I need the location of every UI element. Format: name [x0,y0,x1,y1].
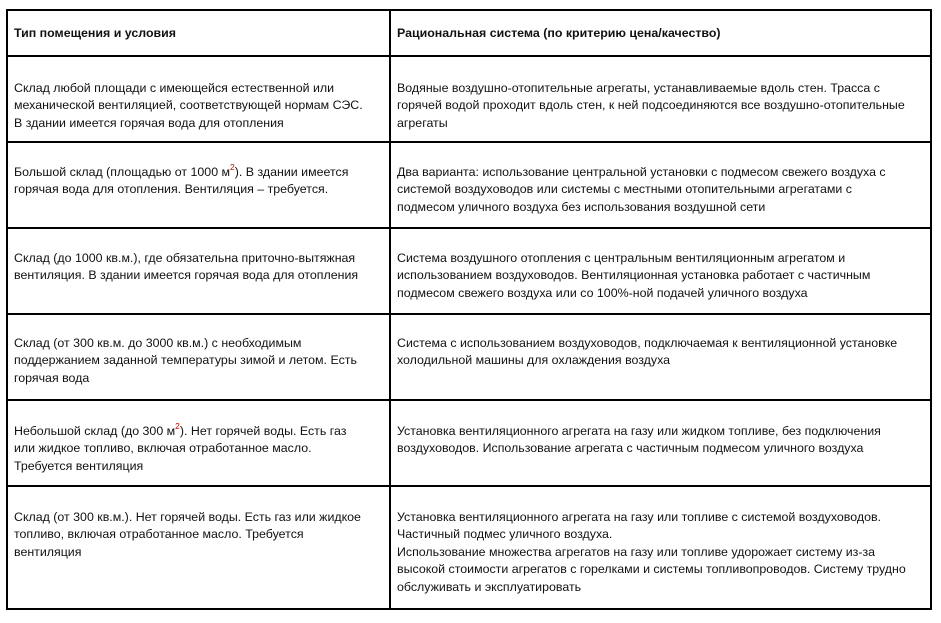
table-row [8,487,930,608]
room-type-text: Небольшой склад (до 300 м [14,424,176,438]
header-room-type: Тип помещения и условия [14,26,176,40]
room-type-cell [14,420,386,475]
system-cell: Система с использованием воздуховодов, подключаемая к вентиляционной установке холодильной машины для охлаждения воздуха [397,336,898,368]
room-type-cell: Склад (до 1000 кв.м.), где обязательна приточно-вытяжная вентиляция. В здании имеется горячая вода для отопления [14,251,359,283]
room-type-text: ). Нет горячей воды. Есть газ или жидкое топливо, включая отработанное масло. Требуется вентиляция [14,424,347,473]
system-cell: Система воздушного отопления с центральным вентиляционным агрегатом и использованием воздуховодов. Вентиляционная установка работает с частичным подмесом свежего воздуха или со 100%-ной подачей уличного воздуха [397,251,871,300]
table-row [8,401,930,487]
room-type-text: ). В здании имеется горячая вода для отопления. Вентиляция – требуется. [14,165,349,197]
system-cell: Установка вентиляционного агрегата на газу или топливе с системой воздуховодов. Частичный подмес уличного воздуха. Использование множества агрегатов на газу или топливе удорожает систему из-за высокой стоимости агрегатов с горелками и системы топливопроводов. Систему трудно обслуживать и эксплуатировать [397,510,906,594]
table-row [8,229,930,315]
room-type-cell: Склад (от 300 кв.м.). Нет горячей воды. Есть газ или жидкое топливо, включая отработанное масло. Требуется вентиляция [14,510,361,559]
system-cell: Два варианта: использование центральной установки с подмесом свежего воздуха с системой воздуховодов или системы с местными отопительными агрегатами с подмесом уличного воздуха без использования воздушной сети [397,165,886,214]
header-rational-system: Рациональная система (по критерию цена/качество) [397,26,721,40]
room-type-cell: Склад любой площади с имеющейся естественной или механической вентиляцией, соответствующей нормам СЭС. В здании имеется горячая вода для отопления [14,81,363,130]
system-cell: Установка вентиляционного агрегата на газу или жидком топливе, без подключения воздуховодов. Использование агрегата с частичным подмесом уличного воздуха [397,424,881,456]
room-type-cell [14,161,386,199]
table-row [8,57,930,143]
room-type-cell: Склад (от 300 кв.м. до 3000 кв.м.) с необходимым поддержанием заданной температуры зимой и летом. Есть горячая вода [14,336,357,385]
room-type-text: Большой склад (площадью от 1000 м [14,165,231,179]
table-row [8,315,930,401]
table-row [8,143,930,229]
system-cell: Водяные воздушно-отопительные агрегаты, устанавливаемые вдоль стен. Трасса с горячей водой проходит вдоль стен, к ней подсоединяются все воздушно-отопительные агрегаты [397,81,905,130]
superscript-squared: 2 [230,161,235,172]
comparison-table [6,9,932,610]
superscript-squared: 2 [175,420,180,431]
table-header-row [8,11,930,57]
